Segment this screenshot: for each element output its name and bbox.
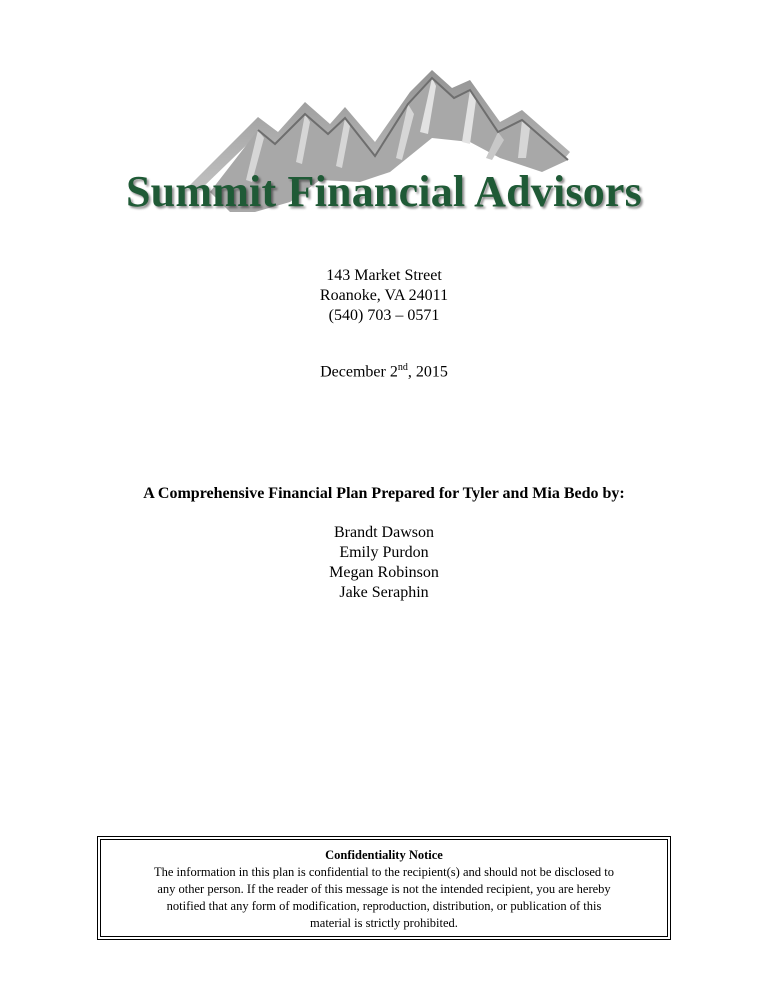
date-ordinal-suffix: nd — [397, 362, 408, 373]
notice-line: material is strictly prohibited. — [310, 916, 458, 930]
notice-line: The information in this plan is confidential to the recipient(s) and should not be disclosed to — [154, 865, 614, 879]
phone-number: (540) 703 – 0571 — [328, 307, 440, 324]
date-year: , 2015 — [407, 363, 448, 381]
confidentiality-notice-box — [97, 836, 671, 940]
author-name: Megan Robinson — [329, 564, 439, 581]
confidentiality-notice — [100, 839, 668, 937]
plan-heading: A Comprehensive Financial Plan Prepared for Tyler and Mia Bedo by: — [143, 485, 625, 502]
address-block — [0, 266, 768, 326]
author-name: Emily Purdon — [339, 544, 429, 561]
notice-line: notified that any form of modification, reproduction, distribution, or publication of this — [166, 899, 602, 913]
company-name: Summit Financial Advisors — [126, 167, 642, 216]
street-address: 143 Market Street — [326, 267, 442, 284]
author-name: Brandt Dawson — [334, 524, 434, 541]
notice-title: Confidentiality Notice — [325, 848, 443, 862]
notice-line: any other person. If the reader of this message is not the intended recipient, you are hereby — [157, 882, 611, 896]
author-list — [0, 523, 768, 603]
author-name: Jake Seraphin — [339, 584, 429, 601]
city-state-zip: Roanoke, VA 24011 — [319, 287, 449, 304]
document-date — [0, 362, 768, 381]
date-prefix: December 2 — [320, 363, 398, 381]
